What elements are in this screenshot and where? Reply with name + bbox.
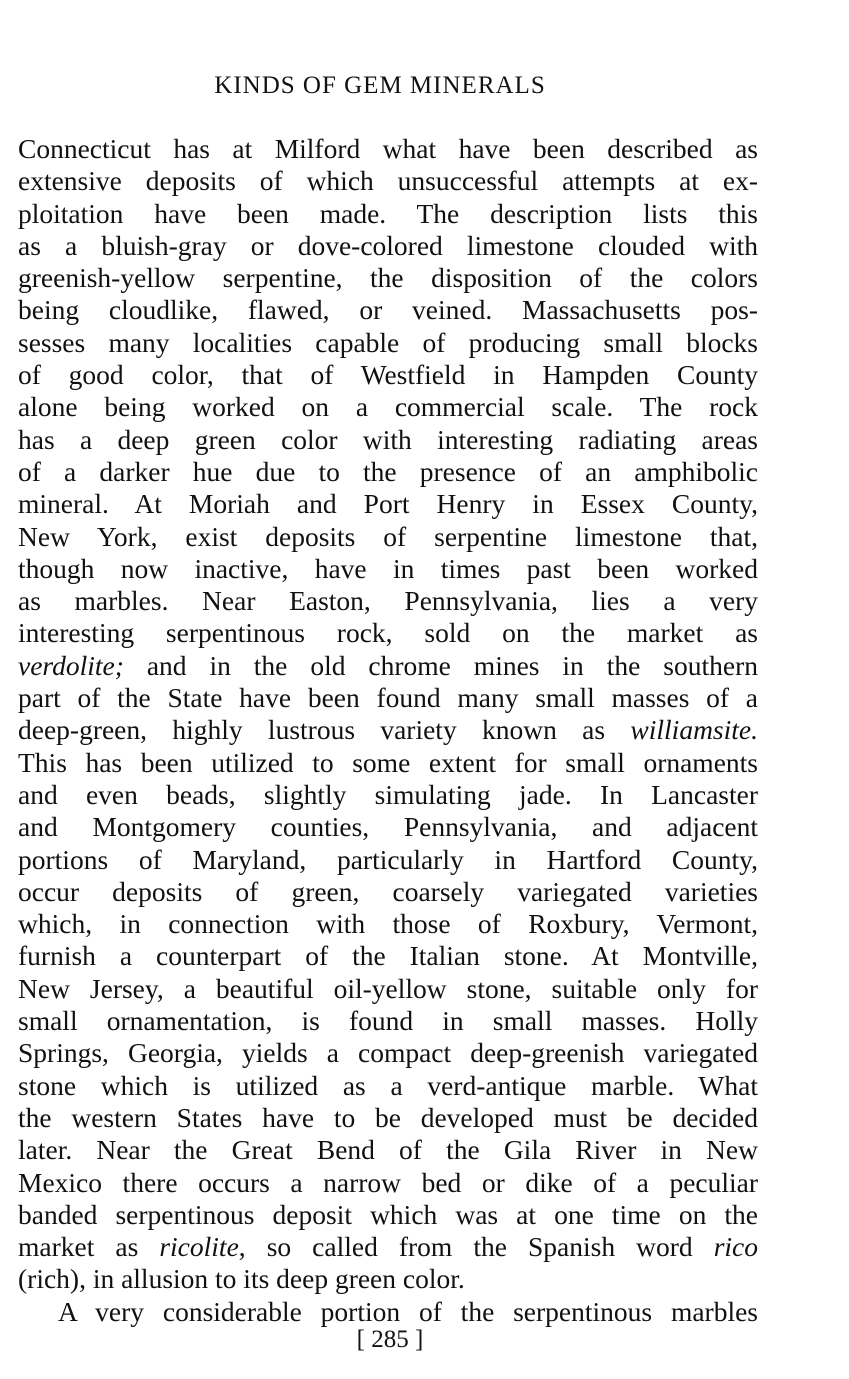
- text-run: deep-green, highly lustrous variety known as: [18, 714, 631, 746]
- text-line: greenish-yellow serpentine, the disposition of the colors: [18, 262, 758, 294]
- text-line: and Montgomery counties, Pennsylvania, and adjacent: [18, 811, 758, 843]
- text-run: market as: [18, 1231, 160, 1263]
- text-line: [18, 1231, 758, 1263]
- text-line: later. Near the Great Bend of the Gila River in New: [18, 1134, 758, 1166]
- text-line: [18, 714, 758, 746]
- text-line: (rich), in allusion to its deep green color.: [18, 1263, 465, 1295]
- text-line: has a deep green color with interesting radiating areas: [18, 423, 758, 455]
- text-line: banded serpentinous deposit which was at one time on the: [18, 1198, 758, 1230]
- text-line: ploitation have been made. The description lists this: [18, 197, 758, 229]
- text-line: New Jersey, a beautiful oil-yellow stone, suitable only for: [18, 972, 758, 1004]
- text-line: small ornamentation, is found in small masses. Holly: [18, 1005, 758, 1037]
- italic-term: verdolite;: [18, 649, 124, 681]
- text-line: stone which is utilized as a verd-antique marble. What: [18, 1069, 758, 1101]
- text-run: , so called from the Spanish word: [238, 1231, 714, 1263]
- text-line: sesses many localities capable of producing small blocks: [18, 326, 758, 358]
- body-text: [18, 133, 758, 1328]
- text-line: mineral. At Moriah and Port Henry in Essex County,: [18, 488, 758, 520]
- text-line: furnish a counterpart of the Italian stone. At Montville,: [18, 940, 758, 972]
- text-line: This has been utilized to some extent for small ornaments: [18, 746, 758, 778]
- text-line: occur deposits of green, coarsely variegated varieties: [18, 875, 758, 907]
- italic-term: ricolite: [159, 1231, 239, 1263]
- text-line: being cloudlike, flawed, or veined. Massachusetts pos-: [18, 294, 758, 326]
- text-line: Connecticut has at Milford what have been described as: [18, 133, 758, 164]
- text-run: and in the old chrome mines in the southern: [123, 649, 758, 681]
- italic-term: rico: [713, 1231, 758, 1263]
- italic-term: williamsite.: [630, 714, 758, 746]
- text-line: though now inactive, have in times past been worked: [18, 552, 758, 584]
- text-line: New York, exist deposits of serpentine limestone that,: [18, 520, 758, 552]
- page-number: [ 285 ]: [356, 1326, 424, 1353]
- text-line: of good color, that of Westfield in Hampden County: [18, 359, 758, 391]
- text-line: the western States have to be developed must be decided: [18, 1101, 758, 1133]
- text-line: extensive deposits of which unsuccessful attempts at ex-: [18, 165, 758, 197]
- paragraph-1: [18, 133, 758, 1296]
- text-line: interesting serpentinous rock, sold on the market as: [18, 617, 758, 649]
- text-line: as a bluish-gray or dove-colored limestone clouded with: [18, 229, 758, 261]
- text-line: portions of Maryland, particularly in Hartford County,: [18, 843, 758, 875]
- text-line: as marbles. Near Easton, Pennsylvania, lies a very: [18, 585, 758, 617]
- text-line: of a darker hue due to the presence of an amphibolic: [18, 455, 758, 487]
- text-line: A very considerable portion of the serpentinous marbles: [58, 1295, 758, 1327]
- running-head: KINDS OF GEM MINERALS: [214, 72, 546, 99]
- text-line: part of the State have been found many small masses of a: [18, 682, 758, 714]
- text-line: Springs, Georgia, yields a compact deep-greenish variegated: [18, 1037, 758, 1069]
- text-line: and even beads, slightly simulating jade. In Lancaster: [18, 778, 758, 810]
- text-line: Mexico there occurs a narrow bed or dike of a peculiar: [18, 1166, 758, 1198]
- text-line: [18, 650, 758, 682]
- text-line: which, in connection with those of Roxbury, Vermont,: [18, 908, 758, 940]
- text-line: alone being worked on a commercial scale. The rock: [18, 391, 758, 423]
